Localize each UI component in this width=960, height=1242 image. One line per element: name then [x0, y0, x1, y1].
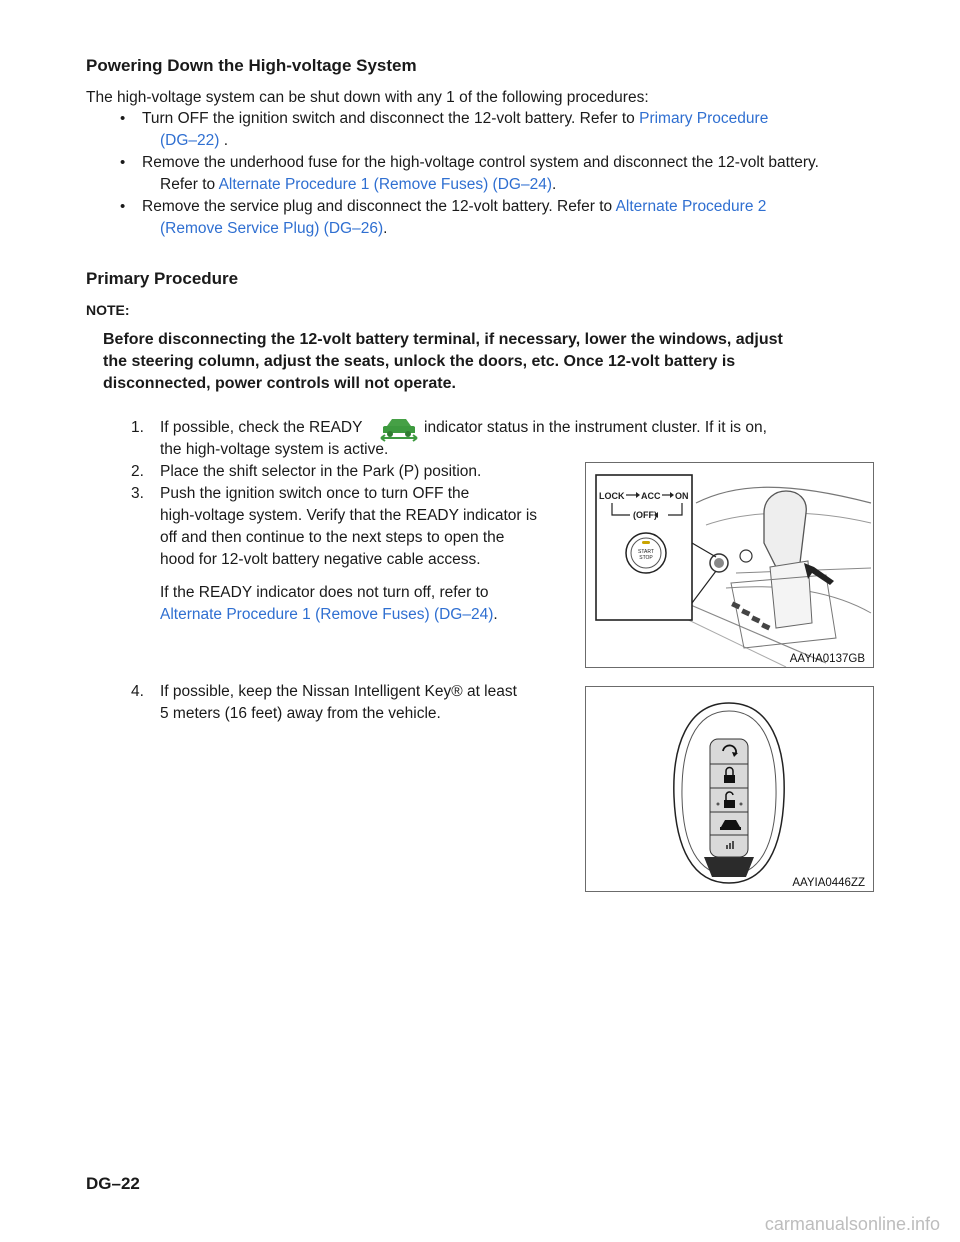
- primary-procedure-link[interactable]: Primary Procedure: [639, 110, 769, 127]
- figure-code-ignition: AAYIA0137GB: [789, 653, 865, 665]
- watermark: carmanualsonline.info: [764, 1214, 940, 1234]
- bullet-icon: •: [120, 154, 126, 171]
- bullet-1-line-2: [160, 130, 228, 152]
- step-3-tail: .: [493, 606, 498, 623]
- step-3-text-c: off and then continue to the next steps to open the: [160, 529, 505, 546]
- bullet-2-refer: Refer to: [160, 176, 219, 193]
- intelligent-key-illustration: [586, 687, 873, 891]
- step-3-number: 3.: [131, 485, 144, 502]
- step-3-link-line: [160, 604, 498, 626]
- intro-text: The high-voltage system can be shut down with any 1 of the following procedures:: [86, 89, 649, 106]
- primary-procedure-heading: Primary Procedure: [86, 269, 239, 288]
- intelligent-key-figure: [585, 686, 874, 892]
- bullet-2-line-1: Remove the underhood fuse for the high-voltage control system and disconnect the 12-volt battery.: [142, 154, 819, 171]
- step-1-text-c: the high-voltage system is active.: [160, 441, 389, 458]
- alternate-procedure-2-link[interactable]: Alternate Procedure 2: [615, 198, 767, 215]
- step-4-number: 4.: [131, 683, 144, 700]
- bullet-2-tail: .: [551, 176, 557, 193]
- note-label: NOTE:: [86, 302, 130, 318]
- bullet-3-line-1: [142, 196, 766, 218]
- lock-label: LOCK: [599, 491, 625, 501]
- step-1-text-a: If possible, check the READY: [160, 419, 363, 436]
- bullet-2-line-2: [160, 174, 556, 196]
- bullet-1-line-1: [142, 108, 768, 130]
- figure-code-key: AAYIA0446ZZ: [792, 877, 865, 889]
- step-3-text-e: If the READY indicator does not turn off, refer to: [160, 584, 489, 601]
- step-4-text-a: If possible, keep the Nissan Intelligent Key® at least: [160, 683, 517, 700]
- step-3-text-d: hood for 12-volt battery negative cable access.: [160, 551, 481, 568]
- off-label: (OFF): [633, 510, 657, 520]
- stop-label: STOP: [639, 555, 653, 561]
- ready-indicator-icon: [380, 414, 418, 442]
- bullet-3-line-2: [160, 218, 387, 240]
- step-1-text-b: indicator status in the instrument cluster. If it is on,: [424, 419, 767, 436]
- step-4-text-b: 5 meters (16 feet) away from the vehicle.: [160, 705, 441, 722]
- bullet-icon: •: [120, 110, 126, 127]
- note-line-1: Before disconnecting the 12-volt battery terminal, if necessary, lower the windows, adjust: [103, 331, 783, 348]
- page-number: DG–22: [86, 1174, 140, 1193]
- bullet-3-tail: .: [383, 220, 388, 237]
- primary-procedure-page-link[interactable]: (DG–22): [160, 132, 220, 149]
- bullet-1-tail: .: [219, 132, 229, 149]
- alternate-procedure-2-page-link[interactable]: (Remove Service Plug) (DG–26): [160, 220, 384, 237]
- step-3-text-a: Push the ignition switch once to turn OFF the: [160, 485, 470, 502]
- step-3-text-b: high-voltage system. Verify that the READY indicator is: [160, 507, 538, 524]
- note-line-3: disconnected, power controls will not operate.: [103, 375, 456, 392]
- acc-label: ACC: [641, 491, 661, 501]
- note-line-2: the steering column, adjust the seats, unlock the doors, etc. Once 12-volt battery is: [103, 353, 736, 370]
- bullet-1-text: Turn OFF the ignition switch and disconnect the 12-volt battery. Refer to: [142, 110, 640, 127]
- start-label: START: [638, 549, 654, 555]
- section-title: Powering Down the High-voltage System: [86, 56, 417, 75]
- on-label: ON: [675, 491, 689, 501]
- step-2-text: Place the shift selector in the Park (P) position.: [160, 463, 482, 480]
- step-1-number: 1.: [131, 419, 144, 436]
- alternate-procedure-1-link-step3[interactable]: Alternate Procedure 1 (Remove Fuses) (DG–24): [160, 606, 494, 623]
- ignition-switch-illustration: [586, 463, 873, 667]
- bullet-3-text: Remove the service plug and disconnect the 12-volt battery. Refer to: [142, 198, 616, 215]
- bullet-icon: •: [120, 198, 126, 215]
- ignition-switch-figure: [585, 462, 874, 668]
- alternate-procedure-1-link[interactable]: Alternate Procedure 1 (Remove Fuses) (DG–24): [218, 176, 552, 193]
- step-2-number: 2.: [131, 463, 144, 480]
